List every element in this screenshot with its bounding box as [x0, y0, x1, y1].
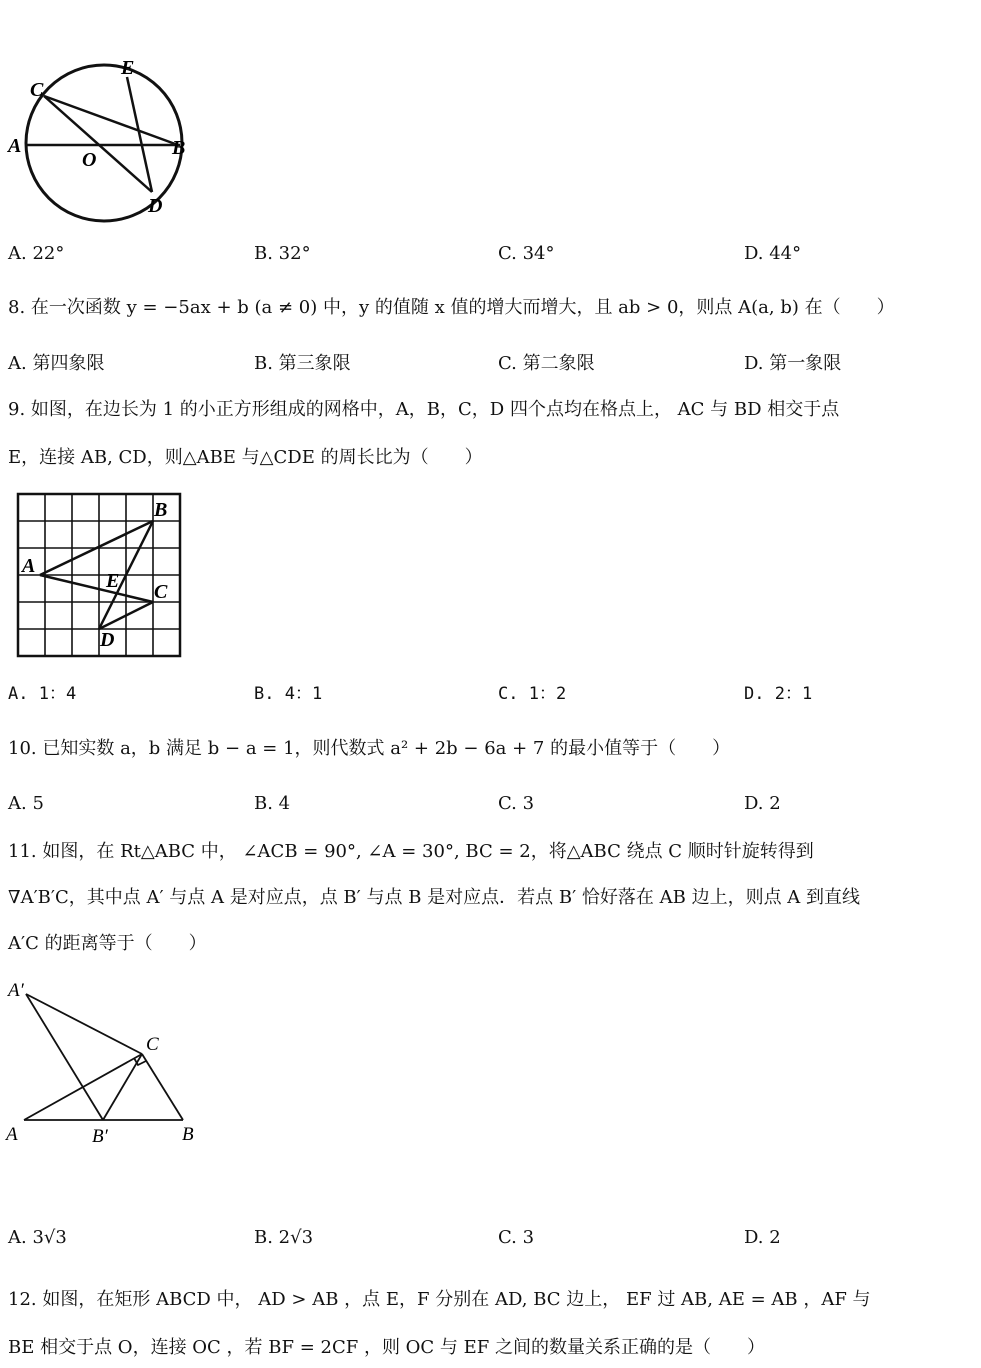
segment-ac [40, 575, 153, 602]
q11-question-line3: A′C 的距离等于（ ） [8, 933, 207, 954]
triangle-figure-q11 [0, 972, 220, 1152]
q8-option-c[interactable]: C. 第二象限 [498, 353, 595, 374]
q9-option-c[interactable]: C. 1：2 [498, 684, 567, 704]
q8-option-b[interactable]: B. 第三象限 [254, 353, 351, 374]
grid-figure-q9 [10, 490, 190, 662]
label-c: C [30, 79, 44, 101]
label-a: A [6, 1124, 18, 1145]
q11-option-a[interactable]: A. 3√3 [8, 1227, 67, 1248]
q7-option-a[interactable]: A. 22° [8, 243, 65, 264]
q12-question-line1: 12. 如图，在矩形 ABCD 中， AD > AB ，点 E，F 分别在 AD, BC 边上， EF 过 AB, AE = AB ，AF 与 [8, 1289, 871, 1310]
q11-option-d[interactable]: D. 2 [744, 1227, 781, 1248]
q10-option-b[interactable]: B. 4 [254, 793, 291, 814]
label-b: B [182, 1124, 194, 1145]
label-b: B [154, 499, 168, 521]
q8-option-a[interactable]: A. 第四象限 [8, 353, 105, 374]
label-d: D [100, 629, 115, 651]
q7-option-c[interactable]: C. 34° [498, 243, 555, 264]
q9-option-b[interactable]: B. 4：1 [254, 684, 323, 704]
label-c: C [154, 581, 168, 603]
segment-aprime-bprime [26, 994, 103, 1120]
q9-option-d[interactable]: D. 2：1 [744, 684, 813, 704]
q7-option-b[interactable]: B. 32° [254, 243, 311, 264]
q11-option-b[interactable]: B. 2√3 [254, 1227, 314, 1248]
label-b-prime: B′ [92, 1126, 108, 1147]
q10-question-text: 10. 已知实数 a，b 满足 b − a = 1，则代数式 a² + 2b − 6a + 7 的最小值等于（ ） [8, 738, 731, 759]
label-a: A [8, 135, 22, 157]
q8-option-d[interactable]: D. 第一象限 [744, 353, 842, 374]
chord-cb [44, 96, 178, 145]
q11-option-c[interactable]: C. 3 [498, 1227, 535, 1248]
label-e: E [106, 570, 120, 592]
label-a-prime: A′ [8, 980, 24, 1001]
q10-option-c[interactable]: C. 3 [498, 793, 535, 814]
q9-question-line2: E，连接 AB, CD，则△ABE 与△CDE 的周长比为（ ） [8, 447, 483, 468]
q10-option-d[interactable]: D. 2 [744, 793, 781, 814]
q11-question-line1: 11. 如图，在 Rt△ABC 中， ∠ACB = 90°, ∠A = 30°, BC = 2，将△ABC 绕点 C 顺时针旋转得到 [8, 841, 814, 862]
q7-option-d[interactable]: D. 44° [744, 243, 802, 264]
q9-question-line1: 9. 如图，在边长为 1 的小正方形组成的网格中，A，B，C，D 四个点均在格点上， AC 与 BD 相交于点 [8, 399, 840, 420]
label-b: B [172, 137, 186, 159]
q12-question-line2: BE 相交于点 O，连接 OC ，若 BF = 2CF ，则 OC 与 EF 之间的数量关系正确的是（ ） [8, 1337, 765, 1358]
label-a: A [22, 555, 36, 577]
q8-question-text: 8. 在一次函数 y = −5ax + b (a ≠ 0) 中，y 的值随 x 值的增大而增大，且 ab > 0，则点 A(a, b) 在（ ） [8, 297, 895, 318]
q10-option-a[interactable]: A. 5 [8, 793, 44, 814]
label-d: D [148, 195, 163, 217]
label-c: C [146, 1034, 159, 1055]
circle-figure-q7 [0, 50, 200, 230]
segment-c-b [142, 1054, 183, 1120]
q11-question-line2: ∇A′B′C，其中点 A′ 与点 A 是对应点，点 B′ 与点 B 是对应点．若点 B′ 恰好落在 AB 边上，则点 A 到直线 [8, 887, 861, 908]
label-o: O [82, 149, 97, 171]
q9-option-a[interactable]: A. 1：4 [8, 684, 77, 704]
label-e: E [121, 57, 135, 79]
